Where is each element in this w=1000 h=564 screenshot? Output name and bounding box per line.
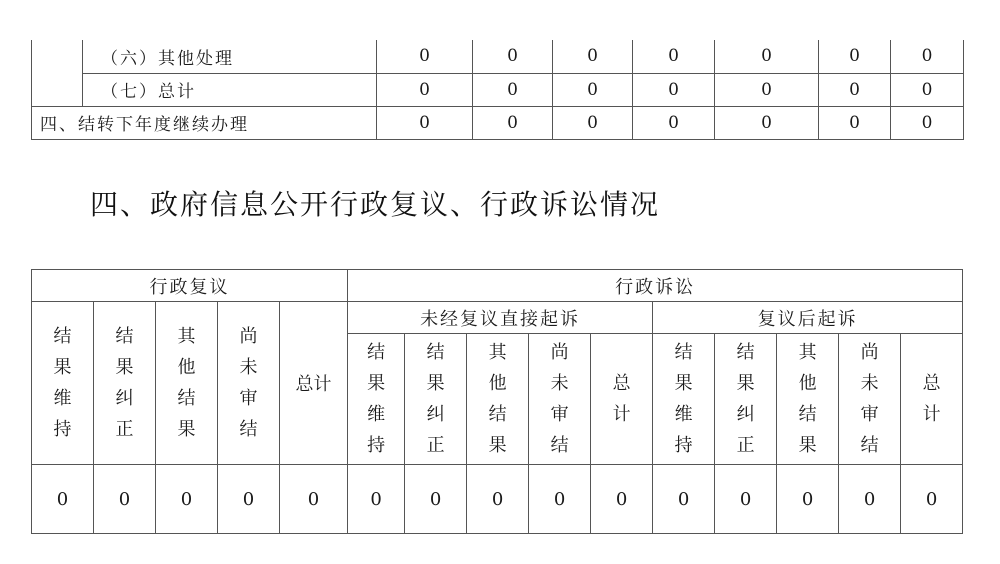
vertical-char: 维 (674, 404, 693, 425)
value-cell: 0 (633, 106, 715, 139)
vertical-char: 结 (239, 419, 258, 440)
value-cell: 0 (891, 73, 964, 106)
vertical-char: 总 (922, 373, 941, 394)
vertical-char: 其 (798, 342, 817, 363)
value-cell: 0 (377, 40, 473, 73)
vertical-char: 正 (115, 419, 134, 440)
vertical-char: 果 (177, 419, 196, 440)
vertical-char: 果 (674, 373, 693, 394)
col-header-pending (839, 334, 901, 465)
vertical-char: 正 (736, 435, 755, 456)
vertical-char: 纠 (736, 404, 755, 425)
after-review-header: 复议后起诉 (653, 302, 963, 334)
header-row (32, 302, 963, 334)
vertical-char: 持 (53, 419, 72, 440)
vertical-char: 果 (53, 357, 72, 378)
table-row (32, 465, 963, 534)
value-cell: 0 (777, 465, 839, 534)
vertical-char: 审 (239, 388, 258, 409)
row-label: （七）总计 (83, 73, 377, 106)
col-header-total: 总计 (280, 302, 348, 465)
row-label: （六）其他处理 (83, 40, 377, 73)
col-header-other (777, 334, 839, 465)
vertical-char: 其 (488, 342, 507, 363)
vertical-char: 未 (550, 373, 569, 394)
direct-suit-header: 未经复议直接起诉 (348, 302, 653, 334)
col-header-upheld (653, 334, 715, 465)
value-cell: 0 (819, 73, 891, 106)
vertical-char: 尚 (550, 342, 569, 363)
vertical-label (427, 337, 445, 461)
value-cell: 0 (280, 465, 348, 534)
vertical-char: 结 (674, 342, 693, 363)
vertical-label (178, 321, 196, 445)
vertical-char: 结 (177, 388, 196, 409)
vertical-char: 尚 (860, 342, 879, 363)
vertical-char: 他 (798, 373, 817, 394)
col-header-pending (529, 334, 591, 465)
value-cell: 0 (348, 465, 405, 534)
vertical-char: 纠 (426, 404, 445, 425)
vertical-char: 果 (488, 435, 507, 456)
vertical-char: 未 (860, 373, 879, 394)
section-heading: 四、政府信息公开行政复议、行政诉讼情况 (90, 188, 661, 221)
vertical-char: 果 (798, 435, 817, 456)
vertical-char: 结 (736, 342, 755, 363)
value-cell: 0 (32, 465, 94, 534)
vertical-char: 结 (367, 342, 386, 363)
vertical-char: 果 (115, 357, 134, 378)
vertical-char: 计 (922, 404, 941, 425)
vertical-char: 持 (367, 435, 386, 456)
vertical-char: 持 (674, 435, 693, 456)
col-header-other (156, 302, 218, 465)
vertical-char: 果 (426, 373, 445, 394)
vertical-char: 其 (177, 326, 196, 347)
vertical-char: 计 (612, 404, 631, 425)
value-cell: 0 (405, 465, 467, 534)
value-cell: 0 (819, 40, 891, 73)
vertical-char: 结 (860, 435, 879, 456)
value-cell: 0 (715, 465, 777, 534)
value-cell: 0 (156, 465, 218, 534)
table-row (32, 73, 964, 106)
category-spacer-cell (32, 40, 83, 106)
vertical-char: 尚 (239, 326, 258, 347)
value-cell: 0 (715, 106, 819, 139)
litigation-header: 行政诉讼 (348, 270, 963, 302)
value-cell: 0 (715, 73, 819, 106)
vertical-char: 结 (115, 326, 134, 347)
vertical-char: 结 (488, 404, 507, 425)
value-cell: 0 (473, 106, 553, 139)
col-header-upheld (32, 302, 94, 465)
vertical-label (551, 337, 569, 461)
vertical-char: 结 (426, 342, 445, 363)
col-header-corrected (94, 302, 156, 465)
value-cell: 0 (218, 465, 280, 534)
row-label: 四、结转下年度继续办理 (32, 106, 377, 139)
vertical-char: 纠 (115, 388, 134, 409)
vertical-char: 总 (612, 373, 631, 394)
value-cell: 0 (377, 73, 473, 106)
vertical-label (861, 337, 879, 461)
value-cell: 0 (591, 465, 653, 534)
vertical-char: 维 (53, 388, 72, 409)
vertical-char: 维 (367, 404, 386, 425)
vertical-label (116, 321, 134, 445)
value-cell: 0 (819, 106, 891, 139)
value-cell: 0 (891, 106, 964, 139)
vertical-label (675, 337, 693, 461)
value-cell: 0 (553, 73, 633, 106)
col-header-upheld (348, 334, 405, 465)
review-litigation-table (31, 269, 963, 534)
vertical-char: 他 (177, 357, 196, 378)
col-header-other (467, 334, 529, 465)
review-header: 行政复议 (32, 270, 348, 302)
table-row (32, 106, 964, 139)
vertical-label (613, 368, 631, 430)
vertical-char: 未 (239, 357, 258, 378)
value-cell: 0 (553, 106, 633, 139)
vertical-label (240, 321, 258, 445)
vertical-char: 结 (53, 326, 72, 347)
vertical-char: 果 (736, 373, 755, 394)
value-cell: 0 (633, 40, 715, 73)
col-header-corrected (715, 334, 777, 465)
col-header-corrected (405, 334, 467, 465)
value-cell: 0 (473, 40, 553, 73)
value-cell: 0 (715, 40, 819, 73)
value-cell: 0 (901, 465, 963, 534)
vertical-label (489, 337, 507, 461)
vertical-label (367, 337, 385, 461)
vertical-label (923, 368, 941, 430)
vertical-char: 果 (367, 373, 386, 394)
vertical-label (737, 337, 755, 461)
vertical-char: 他 (488, 373, 507, 394)
vertical-char: 结 (798, 404, 817, 425)
col-header-pending (218, 302, 280, 465)
value-cell: 0 (839, 465, 901, 534)
value-cell: 0 (529, 465, 591, 534)
vertical-label (54, 321, 72, 445)
vertical-char: 审 (550, 404, 569, 425)
value-cell: 0 (94, 465, 156, 534)
vertical-label (799, 337, 817, 461)
vertical-char: 正 (426, 435, 445, 456)
value-cell: 0 (553, 40, 633, 73)
value-cell: 0 (891, 40, 964, 73)
header-row (32, 270, 963, 302)
vertical-char: 审 (860, 404, 879, 425)
col-header-total (901, 334, 963, 465)
value-cell: 0 (653, 465, 715, 534)
vertical-char: 结 (550, 435, 569, 456)
value-cell: 0 (377, 106, 473, 139)
disposition-table (31, 40, 964, 140)
value-cell: 0 (467, 465, 529, 534)
value-cell: 0 (473, 73, 553, 106)
col-header-total (591, 334, 653, 465)
value-cell: 0 (633, 73, 715, 106)
table-row (32, 40, 964, 73)
